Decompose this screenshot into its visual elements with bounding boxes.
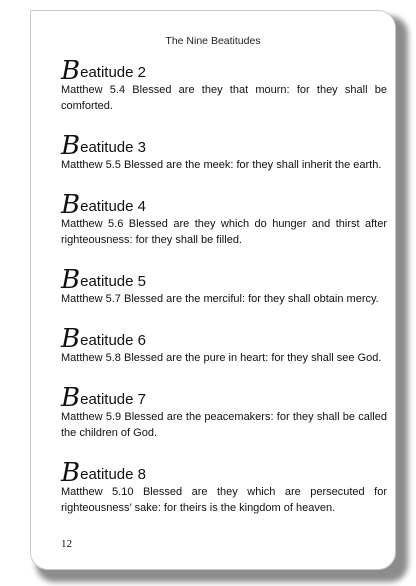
beatitude-title: eatitude 7 [80, 391, 146, 408]
decorative-initial: B [61, 324, 80, 354]
beatitude-title: eatitude 5 [80, 273, 146, 290]
decorative-initial: B [61, 56, 80, 86]
verse-text: Matthew 5.4 Blessed are they that mourn: for they shall be comforted. [61, 84, 387, 112]
beatitude-3-entry [61, 131, 387, 174]
beatitude-heading [61, 131, 387, 161]
verse-text: Matthew 5.6 Blessed are they which do hunger and thirst after righteousness: for they shall be filled. [61, 218, 387, 246]
beatitude-title: eatitude 8 [80, 466, 146, 483]
beatitude-heading [61, 56, 387, 86]
beatitude-5-entry [61, 265, 387, 308]
running-header: The Nine Beatitudes [165, 35, 261, 47]
beatitude-8-entry [61, 458, 387, 516]
decorative-initial: B [61, 458, 80, 488]
beatitude-2-entry [61, 56, 387, 114]
decorative-initial: B [61, 265, 80, 295]
beatitude-heading [61, 324, 387, 354]
decorative-initial: B [61, 131, 80, 161]
decorative-initial: B [61, 190, 80, 220]
beatitude-4-entry [61, 190, 387, 248]
beatitude-heading [61, 190, 387, 220]
beatitude-7-entry [61, 383, 387, 441]
verse-text: Matthew 5.8 Blessed are the pure in heart: for they shall see God. [61, 352, 382, 364]
verse-text: Matthew 5.5 Blessed are the meek: for they shall inherit the earth. [61, 159, 382, 171]
beatitude-6-entry [61, 324, 387, 367]
verse-text: Matthew 5.10 Blessed are they which are persecuted for righteousness’ sake: for theirs is the kingdom of heaven. [61, 486, 387, 514]
beatitude-title: eatitude 4 [80, 198, 146, 215]
beatitude-heading [61, 265, 387, 295]
book-page [30, 10, 396, 570]
decorative-initial: B [61, 383, 80, 413]
beatitude-title: eatitude 2 [80, 64, 146, 81]
verse-text: Matthew 5.9 Blessed are the peacemakers: for they shall be called the children of God. [61, 411, 387, 439]
beatitude-heading [61, 383, 387, 413]
verse-text: Matthew 5.7 Blessed are the merciful: for they shall obtain mercy. [61, 293, 379, 305]
beatitude-title: eatitude 3 [80, 139, 146, 156]
beatitude-heading [61, 458, 387, 488]
beatitude-title: eatitude 6 [80, 332, 146, 349]
page-number: 12 [61, 538, 72, 550]
